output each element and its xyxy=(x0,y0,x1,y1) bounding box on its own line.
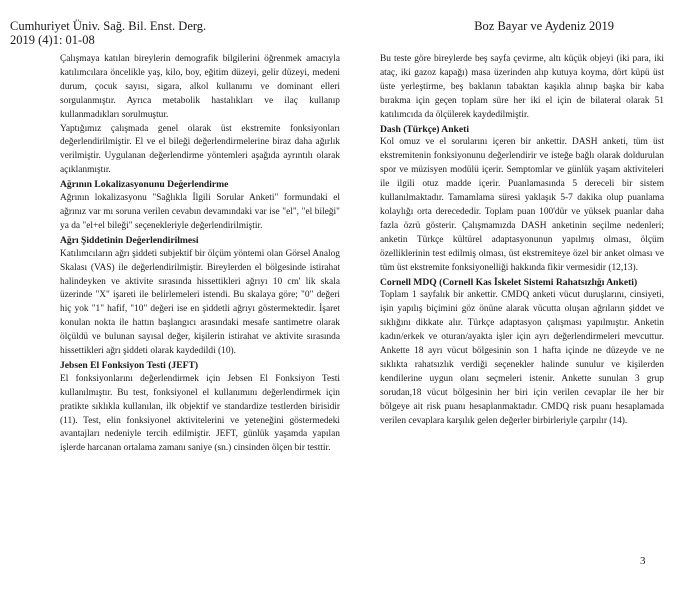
paragraph-jebsen-test: El fonksiyonlarını değerlendirmek için Jebsen El Fonksiyon Testi kullanılmıştır. Bu test, fonksiyonel el kullanımını değerlendirmek için pratikte sıklıkla kullanılan, ilk objektif ve standardize testlerden birisidir (11). Test, elin fonksiyonel aktivitelerini ve yeteneğini göstermedeki avantajları nedeniyle tercih edilmiştir. JEFT, günlük yaşamda yapılan işlerde harcanan ortalama zamanı saniye (sn.) cinsinden ölçen bir testtir. xyxy=(60,373,340,454)
heading-pain-severity: Ağrı Şiddetinin Değerlendirilmesi xyxy=(60,234,199,246)
heading-jebsen-test: Jebsen El Fonksiyon Testi (JEFT) xyxy=(60,359,199,371)
page-number: 3 xyxy=(640,555,646,567)
author-header: Boz Bayar ve Aydeniz 2019 xyxy=(474,19,614,33)
paragraph-jebsen-procedure: Bu teste göre bireylerde beş sayfa çevirme, altı küçük objeyi (iki para, iki ataç, iki gazoz kapağı) masa üzerinden alıp kutuya koyma, dört küpü üst üste yerleştirme, beş baklanın tabaktan kaşıkla alınıp başka bir kaba bırakma için geçen toplam süre her iki el için de bilateral olarak 51 katılımcıda da ölçülerek kaydedilmiştir. xyxy=(380,54,664,120)
heading-pain-localization: Ağrının Lokalizasyonunu Değerlendirme xyxy=(60,179,229,191)
paragraph-assessment-overview: Yaptığımız çalışmada genel olarak üst ekstremite fonksiyonları değerlendirilmiştir. El ve el bileği değerlendirmelerine biraz daha ağırlık verilmiştir. Uygulanan değerlendirme yöntemleri aşağıda ayrıntılı olarak açıklanmıştır. xyxy=(60,123,340,176)
paragraph-cornell-mdq: Toplam 1 sayfalık bir ankettir. CMDQ anketi vücut duruşlarını, cinsiyeti, işin yapılış biçimini göz önüne alarak vücutta oluşan ağrıların şiddet ve sıklığını dikkate alır. Türkçe adaptasyon çalışması yapılmıştır. Anketin kadın/erkek ve oturan/ayakta işler için ayrı değerlendirmeleri mevcuttur. Ankette 18 ayrı vücut bölgesinin son 1 hafta içinde ne düzeyde ve ne sıklıkta rahatsızlık verdiği seçenekler halinde sunulur ve kişilerden kendilerine uygun olanı seçmeleri istenir. Ankette sunulan 3 grup sorudan,18 vücut bölgesinin her biri için verilen cevaplar ile her bir bölgeye ait risk puanı hesaplanmaktadır. CMDQ risk puanı hesaplamada verilen cevaplara karşılık gelen değerler birbirleriyle çarpılır (14). xyxy=(380,290,664,426)
paragraph-demographics: Çalışmaya katılan bireylerin demografik bilgilerini öğrenmek amacıyla katılımcılara öncelikle yaş, kilo, boy, eğitim düzeyi, gelir düzeyi, medeni durum, çocuk sayısı, sigara, alkol kullanımı ve dominant elleri sorgulanmıştır. Ayrıca metabolik hastalıkları ve ilaç kullanıp kullanmadıkları sorulmuştur. xyxy=(60,54,340,120)
paragraph-dash: Kol omuz ve el sorularını içeren bir ankettir. DASH anketi, tüm üst ekstremitenin fonksiyonunu değerlendirir ve isteğe bağlı olarak doldurulan spor ve müzisyen modülü içerir. Semptomlar ve günlük yaşam aktiviteleri ile ilgili otuz madde içerir. Puanlamasında 5 dereceli bir sistem kullanılmaktadır. Tamamlama süresi yaklaşık 5-7 dakika olup puanlama kolaylığı orta derecededir. Toplam puan 100'dür ve yüksek puanlar daha fazla özrü gösterir. Çalışmamızda DASH anketinin seçilme nedenleri; anketin Türkçe kültürel adaptasyonunun yapılmış olması, ölçüm özelliklerinin test edilmiş olması, üst ekstremiteye özel bir anket olması ve tüm üst ekstremite fonksiyonelliği hakkında fikir vermesidir (12,13). xyxy=(380,137,664,273)
journal-name: Cumhuriyet Üniv. Sağ. Bil. Enst. Derg. xyxy=(10,19,207,33)
heading-dash: Dash (Türkçe) Anketi xyxy=(380,123,470,135)
left-column xyxy=(60,53,340,456)
journal-issue: 2019 (4)1: 01-08 xyxy=(10,33,95,47)
journal-header xyxy=(10,19,206,47)
heading-cornell-mdq: Cornell MDQ (Cornell Kas İskelet Sistemi Rahatsızlığı Anketi) xyxy=(380,276,638,288)
right-column xyxy=(380,53,664,428)
paragraph-pain-severity: Katılımcıların ağrı şiddeti subjektif bir ölçüm yöntemi olan Görsel Analog Skalası (VAS) ile değerlendirilmiştir. Bireylerden el bölgesinde istirahat halindeyken ve aktivite sırasında hissettikleri ağrıyı 10 cm' lik skala üzerinde "X" işareti ile belirlemeleri istendi. Bu skalaya göre; "0" değeri hiç yok "1" hafif, "10" değeri ise en şiddetli ağrıyı göstermektedir. İşaret konulan nokta ile hattın başlangıcı arasındaki mesafe santimetre olarak ölçüldü ve bulunan sayısal değer, kişilerin istirahat ve aktivite sırasında hissettikleri ağrı şiddeti olarak kaydedildi (10). xyxy=(60,248,340,357)
paragraph-pain-localization: Ağrının lokalizasyonu "Sağlıkla İlgili Sorular Anketi" formundaki el ağrınız var mı soruna verilen cevabın devamındaki var ise "el", "el bileği" ya da "el+el bileği" seçenekleriyle değerlendirilmiştir. xyxy=(60,193,340,231)
